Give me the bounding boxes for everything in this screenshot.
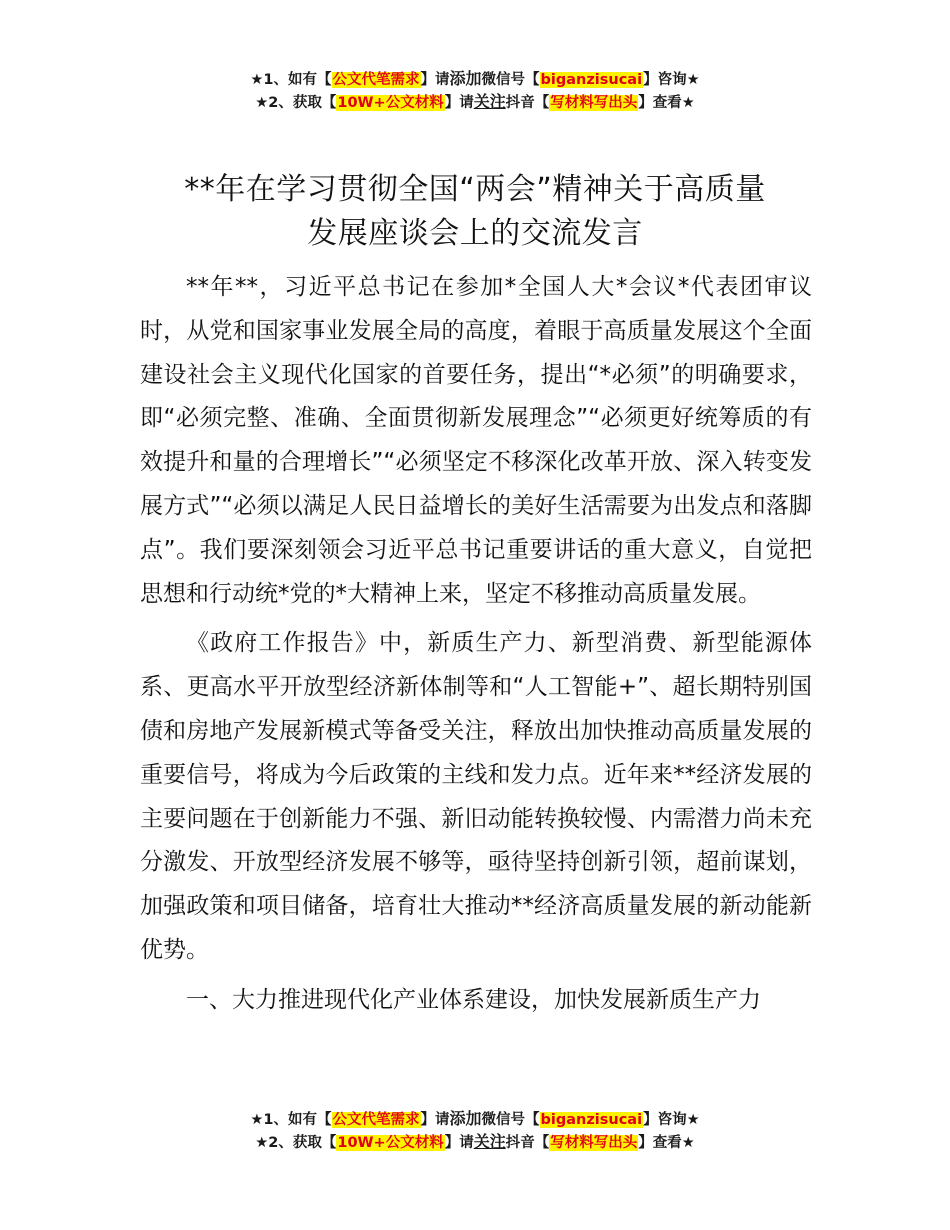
promo-line-1 bbox=[0, 68, 950, 91]
promo-wechat-id: biganzisucai bbox=[540, 1112, 643, 1128]
promo-text: 】请 bbox=[420, 72, 450, 88]
promo-highlight: 公文代笔需求 bbox=[332, 72, 420, 88]
promo-line-2 bbox=[0, 1131, 950, 1154]
top-promo-banner bbox=[0, 68, 950, 114]
promo-highlight: 公文代笔需求 bbox=[332, 1112, 420, 1128]
promo-emphasis: 添加 bbox=[449, 1109, 482, 1128]
promo-wechat-id: biganzisucai bbox=[540, 72, 643, 88]
promo-highlight: 10W+公文材料 bbox=[337, 1135, 444, 1151]
body-paragraph: **年**，习近平总书记在参加*全国人大*会议*代表团审议时，从党和国家事业发展全局的高度，着眼于高质量发展这个全面建设社会主义现代化国家的首要任务，提出“*必须”的明确要求，即“必须完整、准确、全面贯彻新发展理念”“必须更好统筹质的有效提升和量的合理增长”“必须坚定不移深化改革开放、深入转变发展方式”“必须以满足人民日益增长的美好生活需要为出发点和落脚点”。我们要深刻领会习近平总书记重要讲话的重大意义，自觉把思想和行动统*党的*大精神上来，坚定不移推动高质量发展。 bbox=[140, 274, 812, 607]
bottom-promo-banner bbox=[0, 1108, 950, 1154]
promo-emphasis: 关注 bbox=[473, 92, 506, 111]
promo-text: ★2、获取【 bbox=[255, 1135, 337, 1151]
promo-emphasis: 关注 bbox=[473, 1132, 506, 1151]
promo-text: ★1、如有【 bbox=[250, 72, 332, 88]
section-heading: 一、大力推进现代化产业体系建设，加快发展新质生产力 bbox=[186, 986, 761, 1013]
document-title bbox=[0, 168, 950, 256]
title-line-2: 发展座谈会上的交流发言 bbox=[307, 216, 643, 251]
promo-text: 】查看★ bbox=[638, 95, 695, 111]
promo-text: ★1、如有【 bbox=[250, 1112, 332, 1128]
promo-text: ★2、获取【 bbox=[255, 95, 337, 111]
promo-text: 】请 bbox=[444, 1135, 474, 1151]
promo-highlight: 写材料写出头 bbox=[550, 1135, 638, 1151]
promo-text: 】请 bbox=[444, 95, 474, 111]
promo-text: 】咨询★ bbox=[643, 72, 700, 88]
promo-text: 】查看★ bbox=[638, 1135, 695, 1151]
promo-text: 】请 bbox=[420, 1112, 450, 1128]
promo-text: 微信号【 bbox=[481, 72, 540, 88]
promo-highlight: 10W+公文材料 bbox=[337, 95, 444, 111]
document-body bbox=[140, 266, 812, 1023]
promo-text: 微信号【 bbox=[481, 1112, 540, 1128]
promo-line-1 bbox=[0, 1108, 950, 1131]
promo-text: 抖音【 bbox=[505, 95, 550, 111]
promo-emphasis: 添加 bbox=[449, 69, 482, 88]
body-paragraph: 《政府工作报告》中，新质生产力、新型消费、新型能源体系、更高水平开放型经济新体制等和“人工智能+”、超长期特别国债和房地产发展新模式等备受关注，释放出加快推动高质量发展的重要信号，将成为今后政策的主线和发力点。近年来**经济发展的主要问题在于创新能力不强、新旧动能转换较慢、内需潜力尚未充分激发、开放型经济发展不够等，亟待坚持创新引领，超前谋划，加强政策和项目储备，培育壮大推动**经济高质量发展的新动能新优势。 bbox=[140, 630, 812, 963]
promo-line-2 bbox=[0, 91, 950, 114]
promo-highlight: 写材料写出头 bbox=[550, 95, 638, 111]
title-line-1: **年在学习贯彻全国“两会”精神关于高质量 bbox=[184, 172, 766, 207]
promo-text: 抖音【 bbox=[505, 1135, 550, 1151]
promo-text: 】咨询★ bbox=[643, 1112, 700, 1128]
